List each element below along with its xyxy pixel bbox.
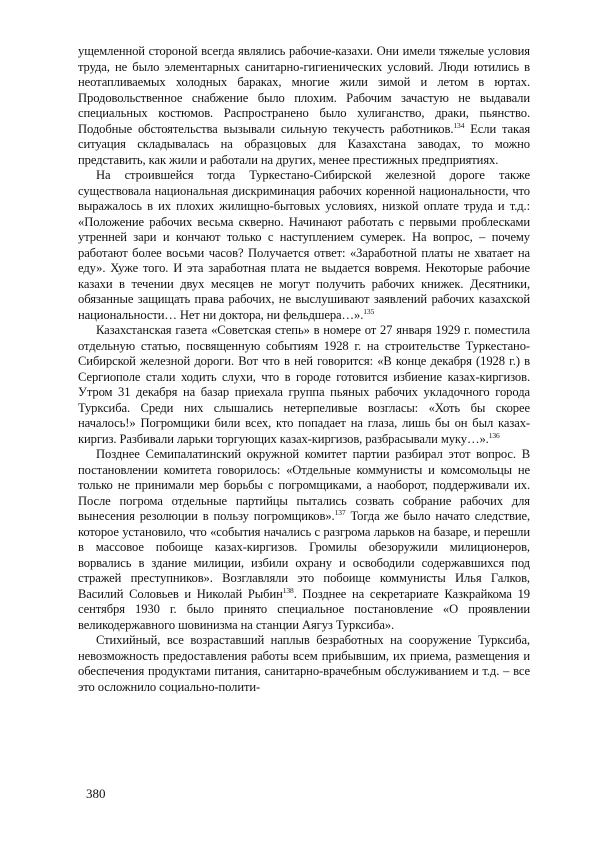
text-run: Позднее Семипалатинский окружной комитет партии разбирал этот вопрос. В постановлении комитета говорилось: «Отдельные коммунисты и комсомольцы не только не принимали мер борьбы с погромщиками, а наоборот, поддерживали их. После погрома отдельные партийцы пытались созвать собрание рабочих для вынесения резолюции в пользу погромщиков».	[78, 447, 530, 523]
text-run: Стихийный, все возраставший наплыв безработных на сооружение Турксиба, невозможность предоставления работы всем прибывшим, их приема, размещения и обеспечения продуктами питания, санитарно-врачебным обслуживанием и т.д. – все это осложнило социально-полити-	[78, 633, 530, 694]
text-run: Если такая ситуация складывалась на образцовых для Казахстана заводах, то можно представить, как жили и работали на других, менее престижных предприятиях.	[78, 121, 531, 167]
page-number: 380	[86, 786, 106, 801]
text-run: На строившейся тогда Туркестано-Сибирской железной дороге также существовала национальная дискриминация рабочих коренной национальности, что выражалось в их плохих жилищно-бытовых условиях, низкой оплате труда и т.д.: «Положение рабочих весьма скверно. Начинают работать с первыми проблесками утренней зари и кончают только с наступлением сумерек. На вопрос, – почему работают более восьми часов? Получается ответ: «Заработной платы не хватает на еду». Хуже того. И эта заработная плата не выдается вовремя. Некоторые рабочие казахи в течении двух месяцев не могут получить рабочих книжек. Десятники, обязанные защищать права рабочих, не выслушивают заявлений рабочих казахской национальности… Нет ни доктора, ни фельдшера…».	[78, 168, 530, 322]
footnote-ref-134: 134	[453, 120, 465, 130]
footnote-ref-138: 138	[282, 585, 294, 595]
text-run: ущемленной стороной всегда являлись рабочие-казахи. Они имели тяжелые условия труда, не было элементарных санитарно-гигиенических условий. Люди ютились в неотапливаемых холодных бараках, многие жили зимой и летом в юртах. Продовольственное снабжение было плохим. Рабочим зачастую не выдавали специальных костюмов. Распространено было хулиганство, драки, пьянство. Подобные обстоятельства вызывали сильную текучесть работников.	[78, 44, 530, 136]
text-run: Казахстанская газета «Советская степь» в номере от 27 января 1929 г. поместила отдельную статью, посвященную событиям 1928 г. на строительстве Туркестано-Сибирской железной дороги. Вот что в ней говорится: «В конце декабря (1928 г.) в Сергиополе стали ходить слухи, что в городе готовится избиение казах-киргизов. Утром 31 декабря на базар приехала группа пьяных рабочих укладочного города Турксиба. Среди них слышались нетерпеливые возгласы: «Хоть бы скорее началось!» Погромщики били всех, кто попадает на глаза, лишь бы он был казах-киргиз. Разбивали ларьки торгующих казах-киргизов, разбрасывали муку…».	[78, 323, 530, 446]
footnote-ref-136: 136	[488, 430, 500, 440]
footnote-ref-135: 135	[363, 306, 375, 316]
paragraph-2	[78, 168, 530, 323]
text-run: . Позднее на секретариате Казкрайкома 19 сентября 1930 г. было принято специальное постановление «О проявлении великодержавного шовинизма на станции Аягуз Турксиба».	[78, 586, 530, 632]
text-run: Тогда же было начато следствие, которое установило, что «события начались с разгрома ларьков на базаре, и перешли в массовое побоище казах-киргизов. Громилы обезоружили милиционеров, ворвались в здание милиции, избили охрану и освободили содержавшихся под стражей преступников». Возглавляли это побоище коммунисты Илья Галков, Василий Соловьев и Николай Рыбин	[78, 509, 530, 601]
paragraph-1	[78, 44, 530, 168]
paragraph-4	[78, 447, 530, 633]
paragraph-3	[78, 323, 530, 447]
footnote-ref-137: 137	[334, 507, 346, 517]
paragraph-5	[78, 633, 530, 695]
page-body	[78, 44, 530, 804]
